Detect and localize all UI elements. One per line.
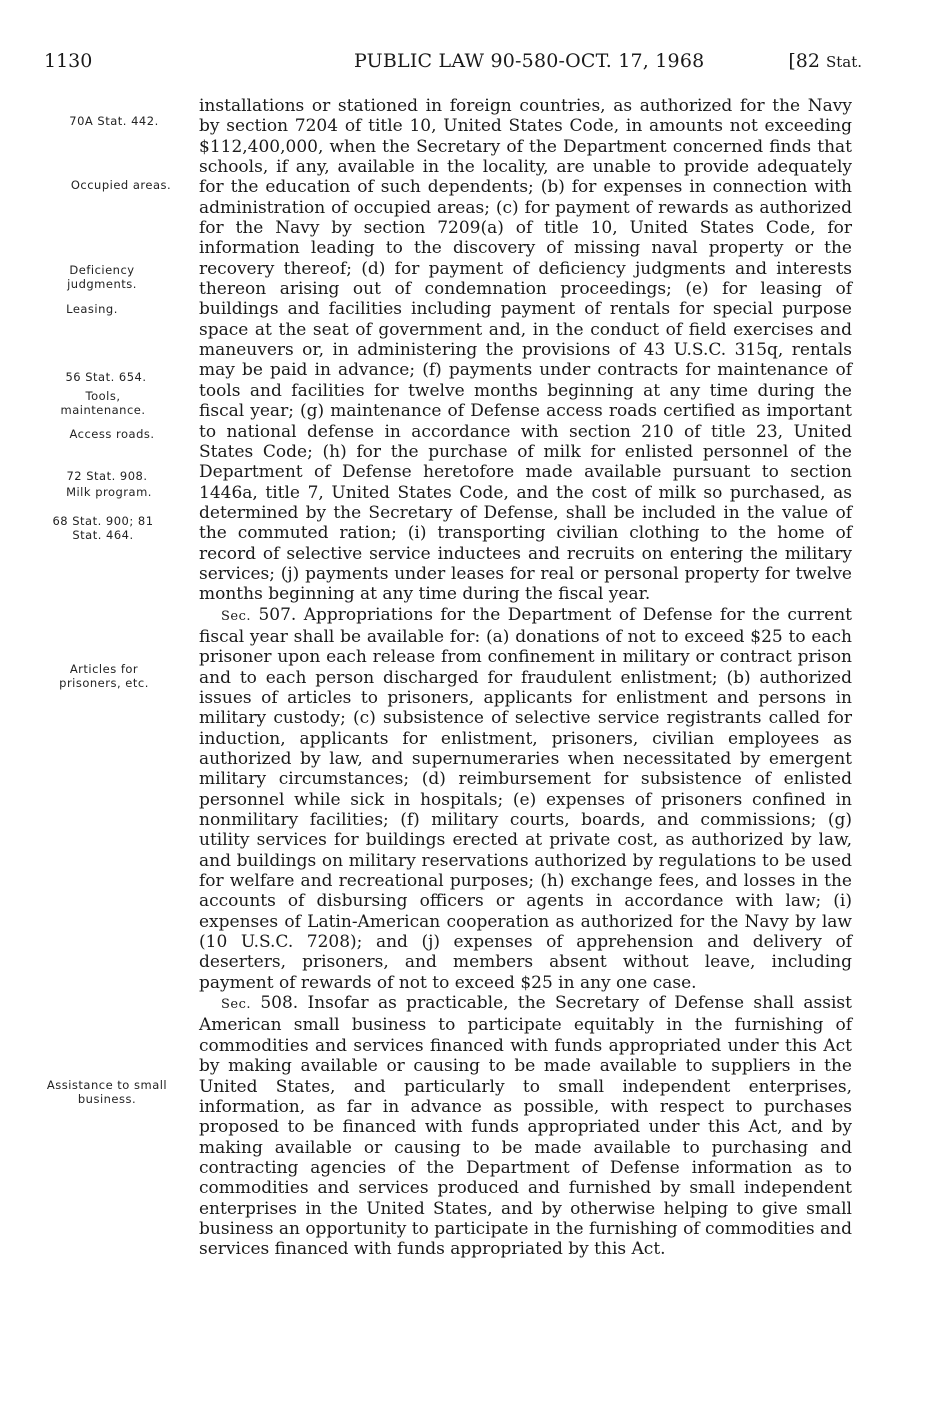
section-text: 508. Insofar as practicable, the Secretary of Defense shall assist American small business to participate equitably in the furnishing of commodities and services financed with funds appropriated under this Act by making available or causing to be made available to suppliers in the United States, and particularly to small independent enterprises, information, as far in advance as possible, with respect to purchases proposed to be financed with funds appropriated under this Act, and by making available or causing to be made available to purchasing and contracting agencies of the Department of Defense information as to commodities and services produced and furnished by small independent enterprises in the United States, and by otherwise helping to give small business an opportunity to participate in the furnishing of commodities and services financed with funds appropriated by this Act. [199, 993, 852, 1260]
statute-reference [788, 50, 862, 72]
page-number: 1130 [44, 50, 93, 72]
section-text: 507. Appropriations for the Department of Defense for the current fiscal year shall be available for: (a) donations of not to exceed $25 to each prisoner upon each release from confinement in military or contract prison and to each person discharged for fraudulent enlistment; (b) authorized issues of articles to prisoners, applicants for enlistment and persons in military custody; (c) subsistence of selective service registrants called for induction, applicants for enlistment, prisoners, civilian employees as authorized by law, and supernumeraries when necessitated by emergent military circumstances; (d) reimbursement for subsistence of enlisted personnel while sick in hospitals; (e) expenses of prisoners confined in nonmilitary facilities; (f) military courts, boards, and commissions; (g) utility services for buildings erected at private cost, as authorized by law, and buildings on military reservations authorized by regulations to be used for welfare and recreational purposes; (h) exchange fees, and losses in the accounts of disbursing officers or agents in accordance with law; (i) expenses of Latin-American cooperation as authorized for the Navy by law (10 U.S.C. 7208); and (j) expenses of apprehension and delivery of deserters, prisoners, and members absent without leave, including payment of rewards of not to exceed $25 in any one case. [199, 604, 852, 993]
margin-note: Tools, maintenance. [60, 389, 146, 417]
section-507 [199, 605, 852, 994]
section-508 [199, 993, 852, 1259]
page-header [44, 50, 862, 80]
margin-note: 70A Stat. 442. [69, 114, 159, 128]
margin-note: 68 Stat. 900; 81 Stat. 464. [52, 514, 154, 542]
section-label: Sec. [221, 997, 252, 1013]
stat-label: Stat. [825, 53, 862, 71]
margin-note: Assistance to small business. [46, 1078, 168, 1106]
margin-note: Deficiency judgments. [67, 263, 137, 291]
stat-bracket: [82 [788, 50, 826, 72]
paragraph-continuation: installations or stationed in foreign countries, as authorized for the Navy by section 7204 of title 10, United States Code, in amounts not exceeding $112,400,000, when the Secretary of the Department concerned finds that schools, if any, available in the locality, are unable to provide adequately for the education of such dependents; (b) for expenses in connection with administration of occupied areas; (c) for payment of rewards as authorized for the Navy by section 7209(a) of title 10, United States Code, for information leading to the discovery of missing naval property or the recovery thereof; (d) for payment of deficiency judgments and interests thereon arising out of condemnation proceedings; (e) for leasing of buildings and facilities including payment of rentals for special purpose space at the seat of government and, in the conduct of field exercises and maneuvers or, in administering the provisions of 43 U.S.C. 315q, rentals may be paid in advance; (f) payments under contracts for maintenance of tools and facilities for twelve months beginning at any time during the fiscal year; (g) maintenance of Defense access roads certified as important to national defense in accordance with section 210 of title 23, United States Code; (h) for the purchase of milk for enlisted personnel of the Department of Defense heretofore made available pursuant to section 1446a, title 7, United States Code, and the cost of milk so purchased, as determined by the Secretary of Defense, shall be included in the value of the commuted ration; (i) transporting civilian clothing to the home of record of selective service inductees and recruits on entering the military services; (j) payments under leases for real or personal property for twelve months beginning at any time during the fiscal year. [199, 96, 852, 605]
margin-note: Milk program. [66, 485, 152, 499]
statute-body [199, 96, 852, 1260]
margin-note: Leasing. [66, 302, 118, 316]
running-title: PUBLIC LAW 90-580-OCT. 17, 1968 [354, 50, 705, 72]
margin-note: Access roads. [69, 427, 155, 441]
margin-note: 56 Stat. 654. [65, 370, 147, 384]
margin-note: 72 Stat. 908. [66, 469, 148, 483]
margin-note: Occupied areas. [70, 178, 172, 192]
section-label: Sec. [221, 608, 252, 624]
margin-note: Articles for prisoners, etc. [59, 662, 149, 690]
